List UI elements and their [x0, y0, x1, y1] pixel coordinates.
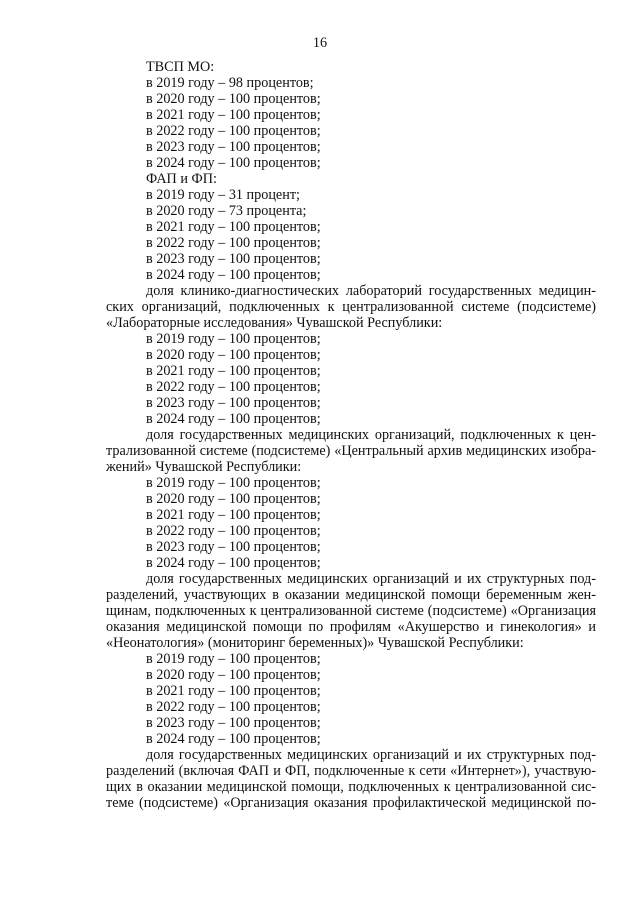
paragraph-line: разделений (включая ФАП и ФП, подключенные к сети «Интернет»), участвую-: [106, 763, 596, 779]
paragraph-line: ских организаций, подключенных к централизованной системе (подсистеме): [106, 299, 596, 315]
paragraph-line: «Неонатология» (мониторинг беременных)» Чувашской Республики:: [106, 635, 524, 651]
paragraph-line: щинам, подключенных к централизованной системе (подсистеме) «Организация: [106, 603, 596, 619]
list-item: в 2019 году – 98 процентов;: [146, 75, 314, 91]
document-body: [106, 59, 596, 811]
list-item: в 2021 году – 100 процентов;: [146, 219, 321, 235]
list-item: в 2022 году – 100 процентов;: [146, 699, 321, 715]
list-item: в 2019 году – 100 процентов;: [146, 331, 321, 347]
paragraph-line: доля государственных медицинских организаций, подключенных к цен-: [146, 427, 596, 443]
list-item: в 2022 году – 100 процентов;: [146, 123, 321, 139]
list-item: в 2020 году – 100 процентов;: [146, 667, 321, 683]
list-item: в 2024 году – 100 процентов;: [146, 731, 321, 747]
list-item: в 2024 году – 100 процентов;: [146, 267, 321, 283]
list-item: в 2023 году – 100 процентов;: [146, 251, 321, 267]
list-item: в 2022 году – 100 процентов;: [146, 235, 321, 251]
paragraph-line: трализованной системе (подсистеме) «Центральный архив медицинских изобра-: [106, 443, 596, 459]
list-item: в 2020 году – 100 процентов;: [146, 491, 321, 507]
list-item: в 2021 году – 100 процентов;: [146, 683, 321, 699]
list-item: в 2023 году – 100 процентов;: [146, 539, 321, 555]
paragraph-line: доля государственных медицинских организаций и их структурных под-: [146, 571, 596, 587]
list-item: в 2024 году – 100 процентов;: [146, 155, 321, 171]
paragraph-line: жений» Чувашской Республики:: [106, 459, 302, 475]
list-item: в 2024 году – 100 процентов;: [146, 411, 321, 427]
list-item: в 2023 году – 100 процентов;: [146, 715, 321, 731]
paragraph-line: щих в оказании медицинской помощи, подключенных к централизованной сис-: [106, 779, 596, 795]
list-item: в 2022 году – 100 процентов;: [146, 379, 321, 395]
paragraph-line: разделений, участвующих в оказании медицинской помощи беременным жен-: [106, 587, 596, 603]
paragraph-line: «Лабораторные исследования» Чувашской Республики:: [106, 315, 443, 331]
paragraph-line: теме (подсистеме) «Организация оказания профилактической медицинской по-: [106, 795, 596, 811]
list-item: в 2020 году – 100 процентов;: [146, 347, 321, 363]
list-item: в 2019 году – 100 процентов;: [146, 651, 321, 667]
list-item: в 2024 году – 100 процентов;: [146, 555, 321, 571]
list-item: в 2023 году – 100 процентов;: [146, 139, 321, 155]
list-item: в 2019 году – 100 процентов;: [146, 475, 321, 491]
paragraph-line: оказания медицинской помощи по профилям «Акушерство и гинекология» и: [106, 619, 596, 635]
list-item: в 2021 году – 100 процентов;: [146, 363, 321, 379]
section-heading-fap: ФАП и ФП:: [146, 171, 217, 187]
list-item: в 2020 году – 100 процентов;: [146, 91, 321, 107]
list-item: в 2021 году – 100 процентов;: [146, 107, 321, 123]
section-heading-tvsp: ТВСП МО:: [146, 59, 215, 75]
list-item: в 2022 году – 100 процентов;: [146, 523, 321, 539]
list-item: в 2021 году – 100 процентов;: [146, 507, 321, 523]
page-number: 16: [312, 35, 328, 51]
list-item: в 2023 году – 100 процентов;: [146, 395, 321, 411]
list-item: в 2020 году – 73 процента;: [146, 203, 307, 219]
paragraph-line: доля государственных медицинских организаций и их структурных под-: [146, 747, 596, 763]
list-item: в 2019 году – 31 процент;: [146, 187, 300, 203]
paragraph-line: доля клинико-диагностических лабораторий государственных медицин-: [146, 283, 596, 299]
